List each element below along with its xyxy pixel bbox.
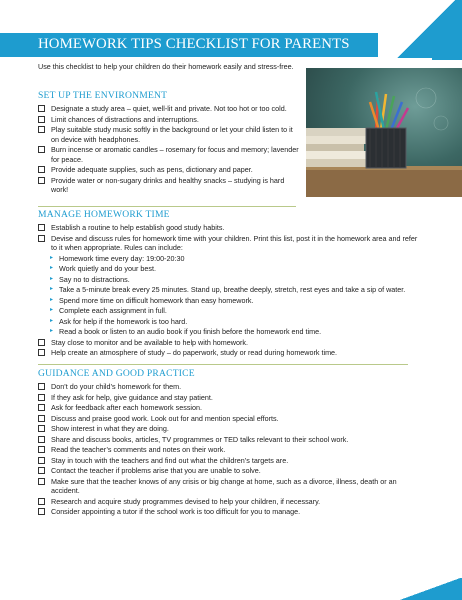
rule-item: ▸ Take a 5-minute break every 25 minutes. Stand up, breathe deeply, stretch, rest eyes and take a sip of water. bbox=[50, 285, 406, 294]
page-title: HOMEWORK TIPS CHECKLIST FOR PARENTS bbox=[38, 36, 350, 52]
list-item[interactable]: Provide adequate supplies, such as pens, dictionary and paper. bbox=[38, 165, 300, 175]
checkbox-icon[interactable] bbox=[38, 339, 45, 346]
list-item[interactable]: Burn incense or aromatic candles – rosemary for focus and memory; lavender for peace. bbox=[38, 145, 300, 164]
corner-decoration-bottom bbox=[398, 578, 462, 600]
list-item[interactable]: Provide water or non-sugary drinks and healthy snacks – studying is hard work! bbox=[38, 176, 300, 195]
checkbox-icon[interactable] bbox=[38, 425, 45, 432]
arrow-bullet-icon: ▸ bbox=[50, 265, 54, 271]
list-item[interactable]: Devise and discuss rules for homework time with your children. Print this list, post it in the homework area and refer to it when appropriate. Rules can include: bbox=[38, 234, 424, 253]
checkbox-icon[interactable] bbox=[38, 394, 45, 401]
checkbox-icon[interactable] bbox=[38, 457, 45, 464]
checklist bbox=[38, 104, 300, 195]
checkbox-icon[interactable] bbox=[38, 498, 45, 505]
list-item[interactable]: Consider appointing a tutor if the school work is too difficult for you to manage. bbox=[38, 507, 424, 517]
intro-text: Use this checklist to help your children do their homework easily and stress-free. bbox=[38, 62, 294, 71]
section-guidance bbox=[38, 368, 424, 518]
checkbox-icon[interactable] bbox=[38, 177, 45, 184]
rule-item: ▸ Homework time every day: 19:00-20:30 bbox=[50, 253, 185, 263]
checkbox-icon[interactable] bbox=[38, 116, 45, 123]
checkbox-icon[interactable] bbox=[38, 235, 45, 242]
list-item[interactable]: Designate a study area – quiet, well-lit and private. Not too hot or too cold. bbox=[38, 104, 300, 114]
list-item[interactable]: Research and acquire study programmes devised to help your children, if necessary. bbox=[38, 497, 424, 507]
list-item[interactable]: Share and discuss books, articles, TV programmes or TED talks relevant to their school work. bbox=[38, 435, 424, 445]
checkbox-icon[interactable] bbox=[38, 105, 45, 112]
pencil-cup-photo bbox=[306, 68, 462, 197]
arrow-bullet-icon: ▸ bbox=[50, 317, 54, 324]
checklist bbox=[38, 338, 424, 358]
rules-list bbox=[38, 254, 424, 337]
checkbox-icon[interactable] bbox=[38, 467, 45, 474]
pencil-cup-illustration bbox=[306, 68, 462, 197]
arrow-bullet-icon: ▸ bbox=[50, 286, 54, 292]
rule-item: ▸ Work quietly and do your best. bbox=[50, 264, 156, 273]
section-heading: GUIDANCE AND GOOD PRACTICE bbox=[38, 368, 195, 379]
list-item[interactable]: Make sure that the teacher knows of any crisis or big change at home, such as a divorce, illness, death or an accident. bbox=[38, 477, 424, 496]
list-item[interactable]: Stay in touch with the teachers and find out what the children’s targets are. bbox=[38, 456, 424, 466]
checkbox-icon[interactable] bbox=[38, 404, 45, 411]
list-item[interactable]: Ask for feedback after each homework session. bbox=[38, 403, 424, 413]
list-item[interactable]: Contact the teacher if problems arise that you are unable to solve. bbox=[38, 466, 424, 476]
checkbox-icon[interactable] bbox=[38, 508, 45, 515]
list-item[interactable]: Establish a routine to help establish good study habits. bbox=[38, 223, 424, 233]
section-environment bbox=[38, 90, 300, 196]
list-item[interactable]: Help create an atmosphere of study – do paperwork, study or read during homework time. bbox=[38, 348, 424, 358]
list-item[interactable]: Stay close to monitor and be available to help with homework. bbox=[38, 338, 424, 348]
checkbox-icon[interactable] bbox=[38, 383, 45, 390]
checkbox-icon[interactable] bbox=[38, 446, 45, 453]
checklist bbox=[38, 382, 424, 517]
section-divider bbox=[38, 206, 296, 207]
checkbox-icon[interactable] bbox=[38, 146, 45, 153]
checklist bbox=[38, 223, 424, 253]
list-item[interactable]: Don’t do your child’s homework for them. bbox=[38, 382, 424, 392]
section-heading: SET UP THE ENVIRONMENT bbox=[38, 90, 168, 101]
list-item[interactable]: Read the teacher’s comments and notes on their work. bbox=[38, 445, 424, 455]
list-item[interactable]: Show interest in what they are doing. bbox=[38, 424, 424, 434]
checkbox-icon[interactable] bbox=[38, 478, 45, 485]
checkbox-icon[interactable] bbox=[38, 224, 45, 231]
list-item[interactable]: Discuss and praise good work. Look out for and mention special efforts. bbox=[38, 414, 424, 424]
arrow-bullet-icon: ▸ bbox=[50, 254, 54, 261]
rule-item: ▸ Complete each assignment in full. bbox=[50, 306, 167, 315]
arrow-bullet-icon: ▸ bbox=[50, 275, 54, 282]
checkbox-icon[interactable] bbox=[38, 349, 45, 356]
section-divider bbox=[38, 364, 408, 365]
rule-item: ▸ Ask for help if the homework is too hard. bbox=[50, 316, 188, 326]
arrow-bullet-icon: ▸ bbox=[50, 307, 54, 313]
checkbox-icon[interactable] bbox=[38, 436, 45, 443]
list-item[interactable]: If they ask for help, give guidance and stay patient. bbox=[38, 393, 424, 403]
section-homework-time bbox=[38, 209, 424, 359]
checkbox-icon[interactable] bbox=[38, 166, 45, 173]
section-heading: MANAGE HOMEWORK TIME bbox=[38, 209, 170, 220]
checkbox-icon[interactable] bbox=[38, 126, 45, 133]
arrow-bullet-icon: ▸ bbox=[50, 328, 54, 334]
corner-decoration-top-fill bbox=[432, 33, 462, 60]
rule-item: ▸ Spend more time on difficult homework than easy homework. bbox=[50, 295, 254, 305]
arrow-bullet-icon: ▸ bbox=[50, 296, 54, 303]
rule-item: ▸ Read a book or listen to an audio book if you finish before the homework end time. bbox=[50, 327, 322, 336]
list-item[interactable]: Limit chances of distractions and interruptions. bbox=[38, 115, 300, 125]
rule-item: ▸ Say no to distractions. bbox=[50, 274, 130, 284]
list-item[interactable]: Play suitable study music softly in the background or let your child listen to it on device with headphones. bbox=[38, 125, 300, 144]
checkbox-icon[interactable] bbox=[38, 415, 45, 422]
